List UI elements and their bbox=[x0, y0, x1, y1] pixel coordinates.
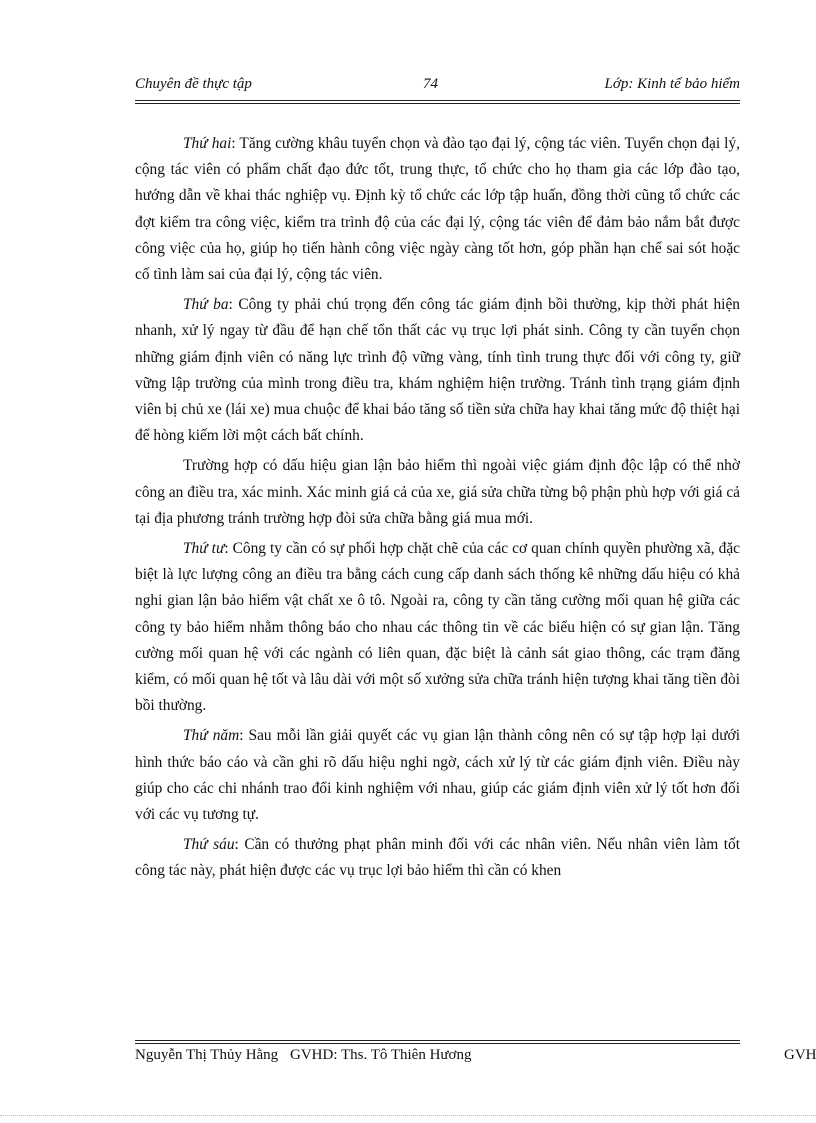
paragraph-lead: Thứ hai bbox=[183, 135, 232, 152]
paragraph-lead: Thứ năm bbox=[183, 727, 240, 745]
paragraph-text: : Cần có thưởng phạt phân minh đối với các nhân viên. Nếu nhân viên làm tốt công tác này, phát hiện được các vụ trục lợi bảo hiểm thì cần có khen bbox=[135, 836, 740, 880]
paragraph-thu-hai bbox=[135, 131, 740, 288]
footer-author: Nguyễn Thị Thủy Hằng bbox=[135, 1047, 279, 1063]
paragraph-truong-hop bbox=[135, 453, 740, 532]
page-header bbox=[135, 76, 740, 98]
paragraph-thu-ba bbox=[135, 292, 740, 449]
footer-advisor: GVHD: Ths. Tô Thiên Hương bbox=[290, 1047, 472, 1063]
header-title: Chuyên đề thực tập bbox=[135, 76, 252, 92]
page-bottom-dotted-line bbox=[0, 1115, 816, 1116]
footer-overflow-text: GVH bbox=[784, 1047, 816, 1063]
paragraph-thu-nam bbox=[135, 723, 740, 828]
paragraph-text: Trường hợp có dấu hiệu gian lận bảo hiểm thì ngoài việc giám định độc lập có thể nhờ công an điều tra, xác minh. Xác minh giá cả của xe, giá sửa chữa từng bộ phận phù hợp với giá cả tại địa phương tránh trường hợp đòi sửa chữa bằng giá mua mới. bbox=[135, 457, 740, 527]
paragraph-lead: Thứ ba bbox=[183, 296, 229, 314]
document-body bbox=[135, 131, 740, 889]
paragraph-lead: Thứ tư bbox=[183, 540, 225, 558]
paragraph-text: : Tăng cường khâu tuyển chọn và đào tạo đại lý, cộng tác viên. Tuyển chọn đại lý, cộng tác viên có phẩm chất đạo đức tốt, trung thực, tổ chức cho họ tham gia các lớp đào tạo, hướng dẫn về khai thác nghiệp vụ. Định kỳ tổ chức các lớp tập huấn, đồng thời cũng tổ chức các đợt kiểm tra công việc, kiểm tra trình độ của các đại lý, cộng tác viên để đảm bảo nắm bắt được công việc của họ, giúp họ tiến hành công việc ngày càng tốt hơn, góp phần hạn chế sai sót hoặc cố tình làm sai của đại lý, cộng tác viên. bbox=[135, 135, 740, 284]
header-double-rule bbox=[135, 100, 740, 104]
paragraph-text: : Công ty phải chú trọng đến công tác giám định bồi thường, kịp thời phát hiện nhanh, xử lý ngay từ đầu để hạn chế tổn thất các vụ trục lợi phát sinh. Công ty cần tuyển chọn những giám định viên có năng lực trình độ vững vàng, tính tình trung thực đối với công ty, giữ vững lập trường của mình trong điều tra, khám nghiệm hiện trường. Tránh tình trạng giám định viên bị chủ xe (lái xe) mua chuộc để khai báo tăng số tiền sửa chữa hay khai tăng mức độ thiệt hại để hòng kiếm lời một cách bất chính. bbox=[135, 296, 740, 445]
paragraph-thu-sau bbox=[135, 832, 740, 884]
page-number: 74 bbox=[423, 76, 438, 92]
header-class: Lớp: Kinh tế bảo hiểm bbox=[604, 76, 740, 92]
paragraph-thu-tu bbox=[135, 536, 740, 719]
paragraph-lead: Thứ sáu bbox=[183, 836, 235, 854]
footer-double-rule bbox=[135, 1040, 740, 1044]
paragraph-text: : Sau mỗi lần giải quyết các vụ gian lận thành công nên có sự tập hợp lại dưới hình thức báo cáo và cần ghi rõ dấu hiệu nghi ngờ, cách xử lý từ các giám định viên. Điều này giúp cho các chi nhánh trao đổi kinh nghiệm với nhau, giúp các giám định viên xử lý tốt hơn đối với các vụ tương tự. bbox=[135, 727, 740, 824]
paragraph-text: : Công ty cần có sự phối hợp chặt chẽ của các cơ quan chính quyền phường xã, đặc biệt là lực lượng công an điều tra bằng cách cung cấp danh sách thống kê những dấu hiệu có khả nghi gian lận bảo hiểm vật chất xe ô tô. Ngoài ra, công ty cần tăng cường mối quan hệ giữa các công ty bảo hiểm nhằm thông báo cho nhau các thông tin về các biểu hiện có sự gian lận. Tăng cường mối quan hệ với các ngành có liên quan, đặc biệt là cảnh sát giao thông, các trạm đăng kiểm, có mối quan hệ tốt và lâu dài với một số xưởng sửa chữa tránh hiện tượng khai tăng tiền đòi bồi thường. bbox=[135, 540, 740, 715]
